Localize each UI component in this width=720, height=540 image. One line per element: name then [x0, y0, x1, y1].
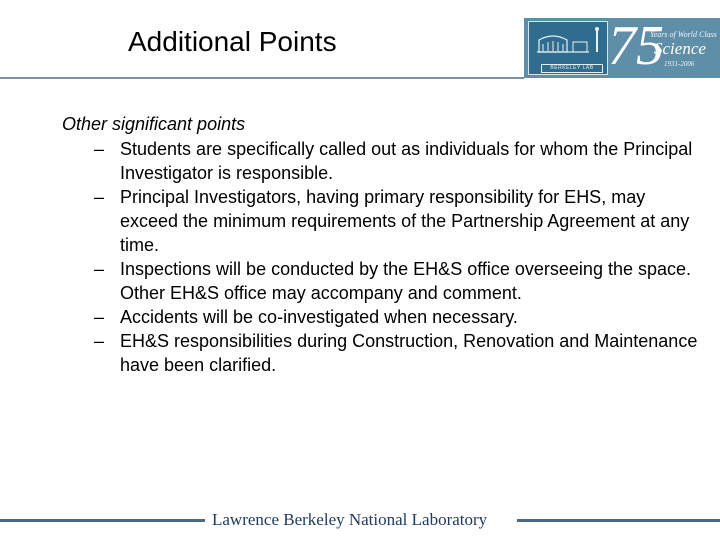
dash-bullet: –	[94, 187, 105, 207]
point-text: Inspections will be conducted by the EH&S office overseeing the space. Other EH&S office may accompany and comment.	[120, 259, 692, 303]
footer-organization: Lawrence Berkeley National Laboratory	[212, 510, 488, 529]
point-text: EH&S responsibilities during Construction, Renovation and Maintenance have been clarified.	[120, 331, 698, 375]
dash-bullet: –	[94, 259, 105, 279]
list-item	[94, 137, 702, 185]
slide-body	[62, 114, 702, 377]
dash-bullet: –	[94, 139, 105, 159]
points-heading: Other significant points	[62, 114, 246, 134]
dash-bullet: –	[94, 331, 105, 351]
slide-title: Additional Points	[128, 26, 337, 57]
dash-bullet: –	[94, 307, 105, 327]
dates-text: 1931-2006	[664, 60, 695, 68]
point-text: Principal Investigators, having primary responsibility for EHS, may exceed the minimum requirements of the Partnership Agreement at any time.	[120, 187, 690, 255]
list-item	[94, 329, 702, 377]
berkeley-lab-75-logo	[524, 15, 720, 78]
science-text: Science	[654, 39, 706, 58]
list-item	[94, 185, 702, 257]
points-list	[62, 137, 702, 377]
list-item	[94, 305, 702, 329]
years-text: Years of World Class	[650, 30, 717, 39]
point-text: Accidents will be co-investigated when necessary.	[120, 307, 518, 327]
anniversary-number: 75	[608, 15, 664, 77]
point-text: Students are specifically called out as individuals for whom the Principal Investigator is responsible.	[120, 139, 693, 183]
list-item	[94, 257, 702, 305]
title-divider	[0, 77, 524, 79]
lab-label: BERKELEY LAB	[541, 64, 603, 73]
lab-building-emblem	[528, 21, 608, 75]
